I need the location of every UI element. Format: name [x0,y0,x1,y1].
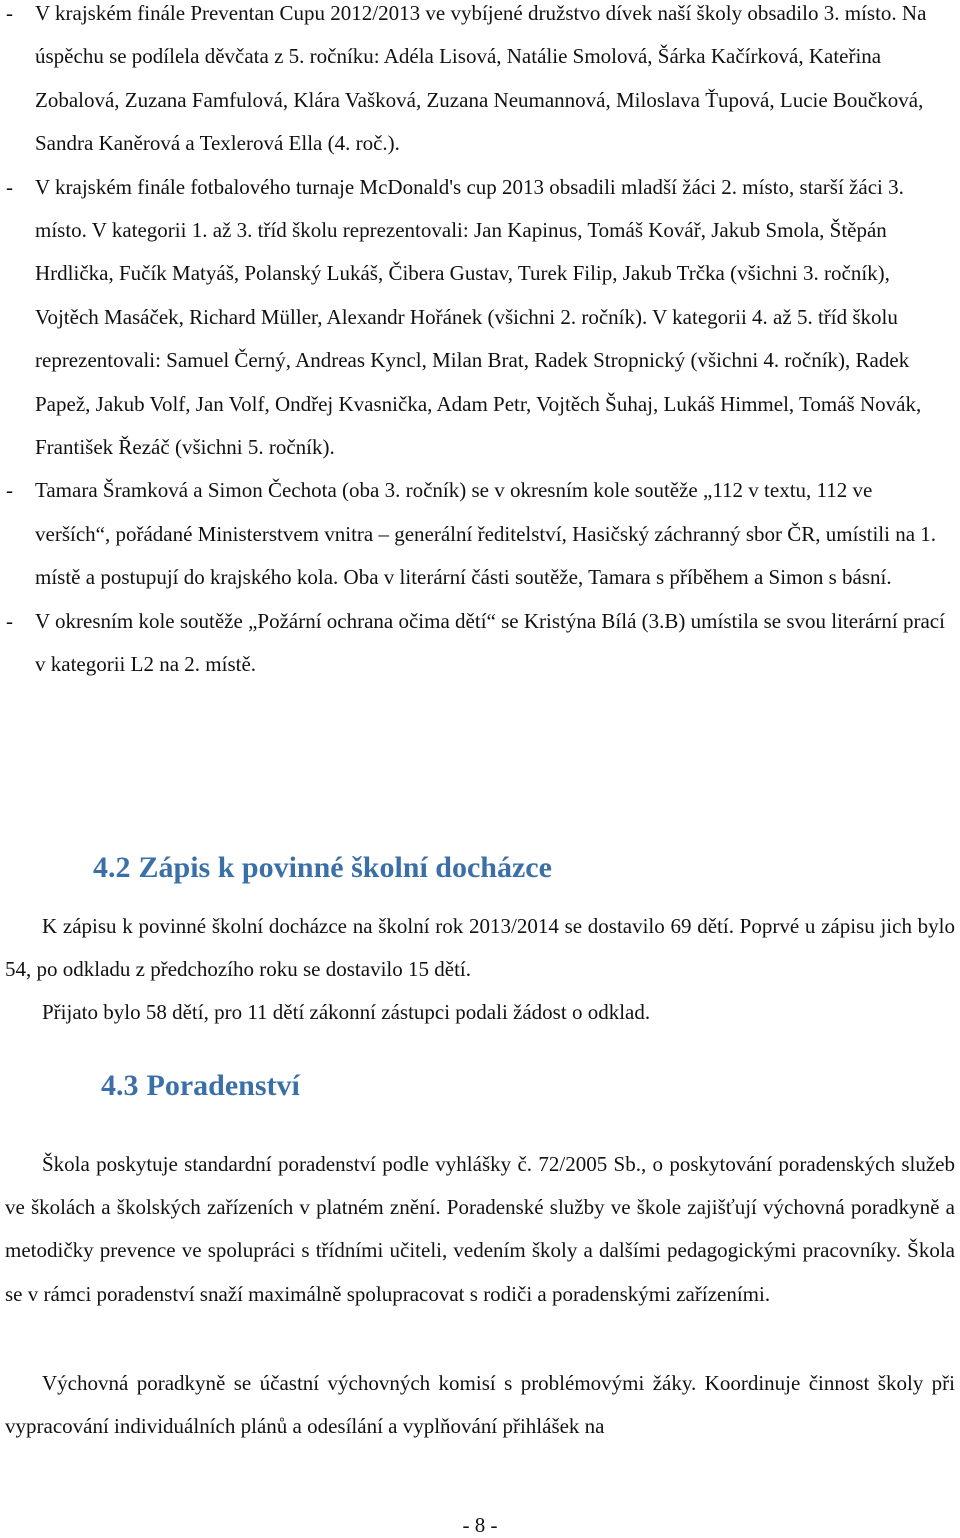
list-item-text: V krajském finále Preventan Cupu 2012/2013 ve vybíjené družstvo dívek naší školy obsadilo 3. místo. Na úspěchu se podílela děvčata z 5. ročníku: Adéla Lisová, Natálie Smolová, Šárka Kačírková, Kateřina Zobalová, Zuzana Famfulová, Klára Vašková, Zuzana Neumannová, Miloslava Ťupová, Lucie Boučková, Sandra Kaněrová a Texlerová Ella (4. roč.). [35,1,927,156]
list-item-text: V krajském finále fotbalového turnaje McDonald's cup 2013 obsadili mladší žáci 2. místo, starší žáci 3. místo. V kategorii 1. až 3. tříd školu reprezentovali: Jan Kapinus, Tomáš Kovář, Jakub Smola, Štěpán Hrdlička, Fučík Matyáš, Polanský Lukáš, Čibera Gustav, Turek Filip, Jakub Trčka (všichni 3. ročník), Vojtěch Masáček, Richard Müller, Alexandr Hořánek (všichni 2. ročník). V kategorii 4. až 5. tříd školu reprezentovali: Samuel Černý, Andreas Kyncl, Milan Brat, Radek Stropnický (všichni 4. ročník), Radek Papež, Jakub Volf, Jan Volf, Ondřej Kvasnička, Adam Petr, Vojtěch Šuhaj, Lukáš Himmel, Tomáš Novák, František Řezáč (všichni 5. ročník). [35,174,922,460]
paragraph: K zápisu k povinné školní docházce na školní rok 2013/2014 se dostavilo 69 dětí. Poprvé u zápisu jich bylo 54, po odkladu z předchozího roku se dostavilo 15 dětí. [5,914,955,981]
paragraph: Přijato bylo 58 dětí, pro 11 dětí zákonní zástupci podali žádost o odklad. [42,1000,651,1024]
list-item [6,600,952,687]
paragraph: Škola poskytuje standardní poradenství podle vyhlášky č. 72/2005 Sb., o poskytování poradenských služeb ve školách a školských zařízeních v platném znění. Poradenské služby ve škole zajišťují výchovná poradkyně a metodičky prevence ve spolupráci s třídními učiteli, vedením školy a dalšími pedagogickými pracovníky. Škola se v rámci poradenství snaží maximálně spolupracovat s rodiči a poradenskými zařízeními. [5,1152,955,1306]
bullet-dash: - [6,174,13,199]
section-number: 4.3 [101,1069,139,1102]
achievements-list [6,0,952,687]
section-title: Poradenství [146,1069,300,1102]
section-title: Zápis k povinné školní docházce [138,851,552,884]
bullet-dash: - [6,1,13,25]
section-heading-poradenstvi [101,1068,300,1104]
bullet-dash: - [6,478,13,503]
section-heading-zapis [93,850,552,886]
list-item-text: V okresním kole soutěže „Požární ochrana očima dětí“ se Kristýna Bílá (3.B) umístila se svou literární prací v kategorii L2 na 2. místě. [35,608,945,677]
list-item-text: Tamara Šramková a Simon Čechota (oba 3. ročník) se v okresním kole soutěže „112 v textu, 112 ve verších“, pořádané Ministerstvem vnitra – generální ředitelství, Hasičský záchranný sbor ČR, umístili na 1. místě a postupují do krajského kola. Oba v literární části soutěže, Tamara s příběhem a Simon s básní. [35,478,937,590]
section-number: 4.2 [93,851,131,884]
list-item [6,0,952,166]
list-item [6,469,952,599]
bullet-dash: - [6,608,13,633]
page-number: - 8 - [462,1513,498,1537]
paragraph: Výchovná poradkyně se účastní výchovných komisí s problémovými žáky. Koordinuje činnost školy při vypracování individuálních plánů a odesílání a vyplňování přihlášek na [5,1371,955,1439]
list-item [6,166,952,470]
